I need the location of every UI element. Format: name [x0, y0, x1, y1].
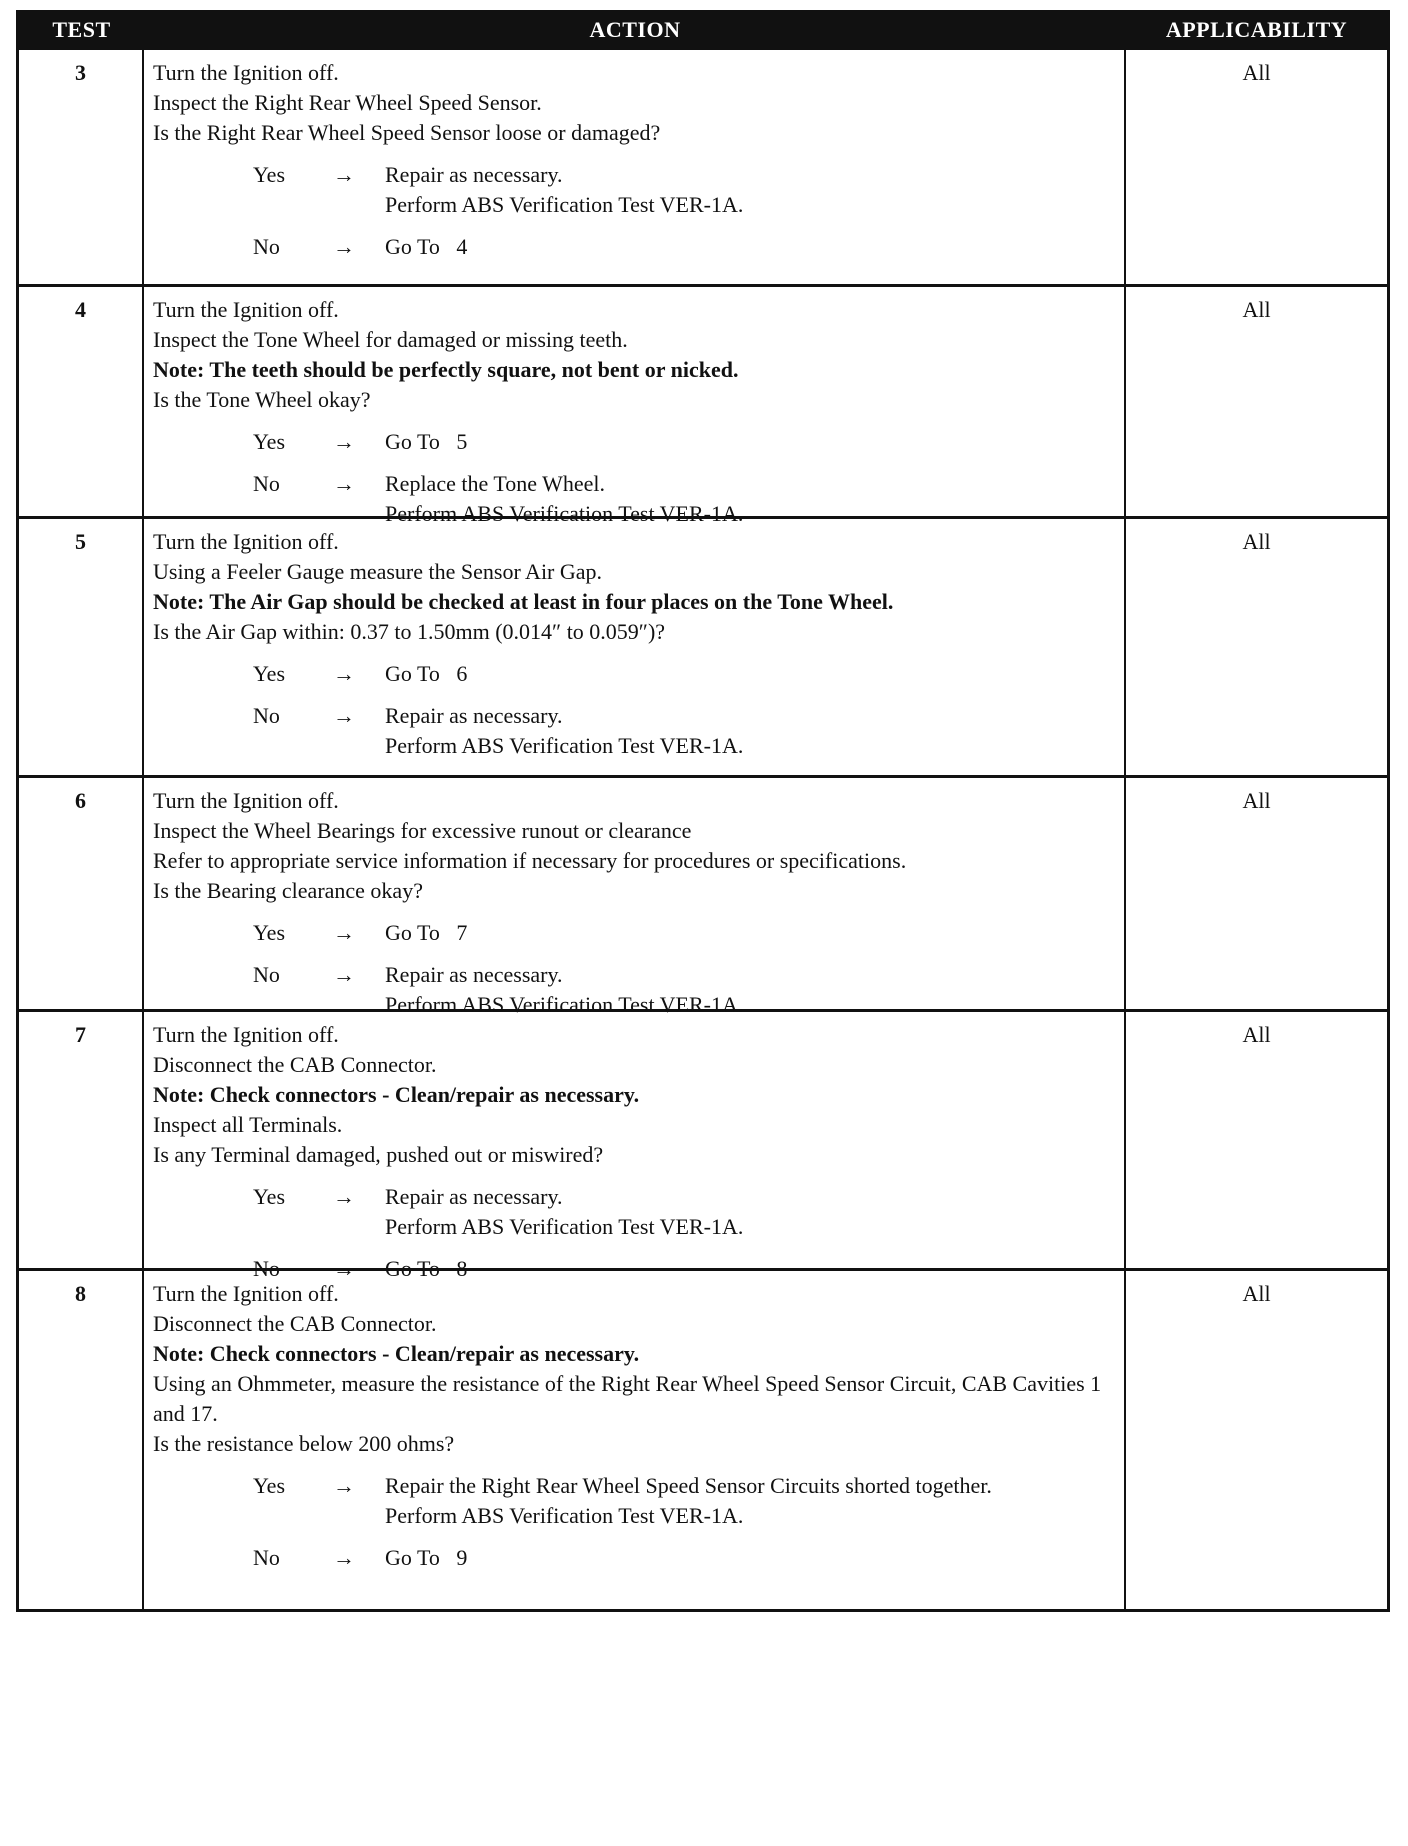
note-line: Note: The Air Gap should be checked at least in four places on the Tone Wheel.	[153, 589, 894, 614]
applicability-cell: All	[1242, 1022, 1271, 1047]
action-line: Using an Ohmmeter, measure the resistance of the Right Rear Wheel Speed Sensor Circuit, CAB Cavities 1 and 17.	[153, 1371, 1102, 1426]
action-line: Turn the Ignition off.	[153, 788, 339, 813]
result-text	[385, 918, 1116, 948]
result-text	[385, 1543, 1116, 1573]
result-label: Yes	[253, 661, 286, 686]
action-line: Inspect the Right Rear Wheel Speed Sensor.	[153, 90, 542, 115]
table-row	[16, 287, 1390, 526]
table-row	[16, 778, 1390, 1017]
result-line: Perform ABS Verification Test VER-1A.	[385, 992, 744, 1017]
result-label: No	[253, 1545, 280, 1570]
action-line: Is the Tone Wheel okay?	[153, 387, 371, 412]
table-row	[16, 50, 1390, 287]
result-line: Perform ABS Verification Test VER-1A.	[385, 1503, 744, 1528]
action-line: Is any Terminal damaged, pushed out or miswired?	[153, 1142, 604, 1167]
action-line: Inspect all Terminals.	[153, 1112, 343, 1137]
action-cell	[144, 778, 1126, 1017]
action-line: Disconnect the CAB Connector.	[153, 1311, 437, 1336]
action-line: Is the resistance below 200 ohms?	[153, 1431, 455, 1456]
result-yes	[153, 1182, 1116, 1242]
header-applicability: APPLICABILITY	[1165, 17, 1348, 42]
action-line: Refer to appropriate service information if necessary for procedures or specifications.	[153, 848, 907, 873]
result-line: Repair as necessary.	[385, 703, 563, 728]
result-yes	[153, 1471, 1116, 1531]
arrow-right-icon: →	[333, 471, 355, 496]
table-row	[16, 1271, 1390, 1612]
result-line: Go To 5	[385, 429, 468, 454]
action-line: Inspect the Tone Wheel for damaged or missing teeth.	[153, 327, 628, 352]
arrow-right-icon: →	[333, 661, 355, 686]
header-test: TEST	[52, 17, 111, 42]
test-number: 5	[19, 519, 144, 775]
result-line: Go To 4	[385, 234, 468, 259]
action-line: Turn the Ignition off.	[153, 1281, 339, 1306]
arrow-right-icon: →	[333, 962, 355, 987]
result-label: No	[253, 703, 280, 728]
action-cell	[144, 50, 1126, 284]
applicability-cell: All	[1242, 297, 1271, 322]
arrow-right-icon: →	[333, 1545, 355, 1570]
action-cell	[144, 1271, 1126, 1609]
result-label: Yes	[253, 1184, 286, 1209]
result-text	[385, 1471, 1116, 1531]
result-line: Replace the Tone Wheel.	[385, 471, 605, 496]
action-line: Turn the Ignition off.	[153, 60, 339, 85]
result-line: Go To 9	[385, 1545, 468, 1570]
result-label: No	[253, 471, 280, 496]
action-line: Turn the Ignition off.	[153, 297, 339, 322]
note-line: Note: Check connectors - Clean/repair as necessary.	[153, 1082, 640, 1107]
arrow-right-icon: →	[333, 1473, 355, 1498]
action-line: Inspect the Wheel Bearings for excessive runout or clearance	[153, 818, 692, 843]
result-line: Go To 8	[385, 1256, 468, 1281]
result-no	[153, 960, 1116, 1020]
action-line: Turn the Ignition off.	[153, 1022, 339, 1047]
arrow-right-icon: →	[333, 162, 355, 187]
result-label: No	[253, 234, 280, 259]
result-label: Yes	[253, 429, 286, 454]
table-row	[16, 519, 1390, 778]
action-line: Is the Air Gap within: 0.37 to 1.50mm (0.014″ to 0.059″)?	[153, 619, 666, 644]
result-line: Perform ABS Verification Test VER-1A.	[385, 192, 744, 217]
arrow-right-icon: →	[333, 429, 355, 454]
result-line: Perform ABS Verification Test VER-1A.	[385, 1214, 744, 1239]
result-no	[153, 701, 1116, 761]
result-line: Go To 7	[385, 920, 468, 945]
result-text	[385, 701, 1116, 761]
result-text	[385, 160, 1116, 220]
result-yes	[153, 160, 1116, 220]
result-text	[385, 427, 1116, 457]
result-no	[153, 232, 1116, 262]
action-line: Disconnect the CAB Connector.	[153, 1052, 437, 1077]
result-label: Yes	[253, 162, 286, 187]
arrow-right-icon: →	[333, 1256, 355, 1281]
test-number: 6	[19, 778, 144, 1009]
result-text	[385, 960, 1116, 1020]
result-line: Perform ABS Verification Test VER-1A.	[385, 501, 744, 526]
action-cell	[144, 287, 1126, 526]
action-line: Using a Feeler Gauge measure the Sensor Air Gap.	[153, 559, 603, 584]
diagnostic-table	[16, 10, 1390, 1612]
arrow-right-icon: →	[333, 1184, 355, 1209]
action-line: Turn the Ignition off.	[153, 529, 339, 554]
result-yes	[153, 918, 1116, 948]
applicability-cell: All	[1242, 529, 1271, 554]
result-label: Yes	[253, 920, 286, 945]
note-line: Note: Check connectors - Clean/repair as necessary.	[153, 1341, 640, 1366]
result-no	[153, 1543, 1116, 1573]
result-line: Repair as necessary.	[385, 162, 563, 187]
result-text	[385, 232, 1116, 262]
result-yes	[153, 427, 1116, 457]
table-row	[16, 1012, 1390, 1281]
result-label: Yes	[253, 1473, 286, 1498]
action-line: Is the Bearing clearance okay?	[153, 878, 423, 903]
test-number: 8	[19, 1271, 144, 1609]
header-action: ACTION	[589, 17, 681, 42]
action-cell	[144, 1012, 1126, 1281]
table-header	[16, 10, 1390, 50]
result-text	[385, 1182, 1116, 1242]
result-label: No	[253, 962, 280, 987]
arrow-right-icon: →	[333, 703, 355, 728]
result-line: Repair as necessary.	[385, 1184, 563, 1209]
test-number: 4	[19, 287, 144, 516]
applicability-cell: All	[1242, 788, 1271, 813]
result-label: No	[253, 1256, 280, 1281]
result-text	[385, 659, 1116, 689]
result-yes	[153, 659, 1116, 689]
applicability-cell: All	[1242, 1281, 1271, 1306]
arrow-right-icon: →	[333, 234, 355, 259]
action-cell	[144, 519, 1126, 775]
result-line: Repair as necessary.	[385, 962, 563, 987]
arrow-right-icon: →	[333, 920, 355, 945]
applicability-cell: All	[1242, 60, 1271, 85]
result-line: Perform ABS Verification Test VER-1A.	[385, 733, 744, 758]
test-number: 7	[19, 1012, 144, 1268]
result-line: Go To 6	[385, 661, 468, 686]
note-line: Note: The teeth should be perfectly square, not bent or nicked.	[153, 357, 739, 382]
result-line: Repair the Right Rear Wheel Speed Sensor Circuits shorted together.	[385, 1473, 992, 1498]
action-line: Is the Right Rear Wheel Speed Sensor loose or damaged?	[153, 120, 661, 145]
test-number: 3	[19, 50, 144, 284]
table-body	[16, 50, 1390, 1612]
